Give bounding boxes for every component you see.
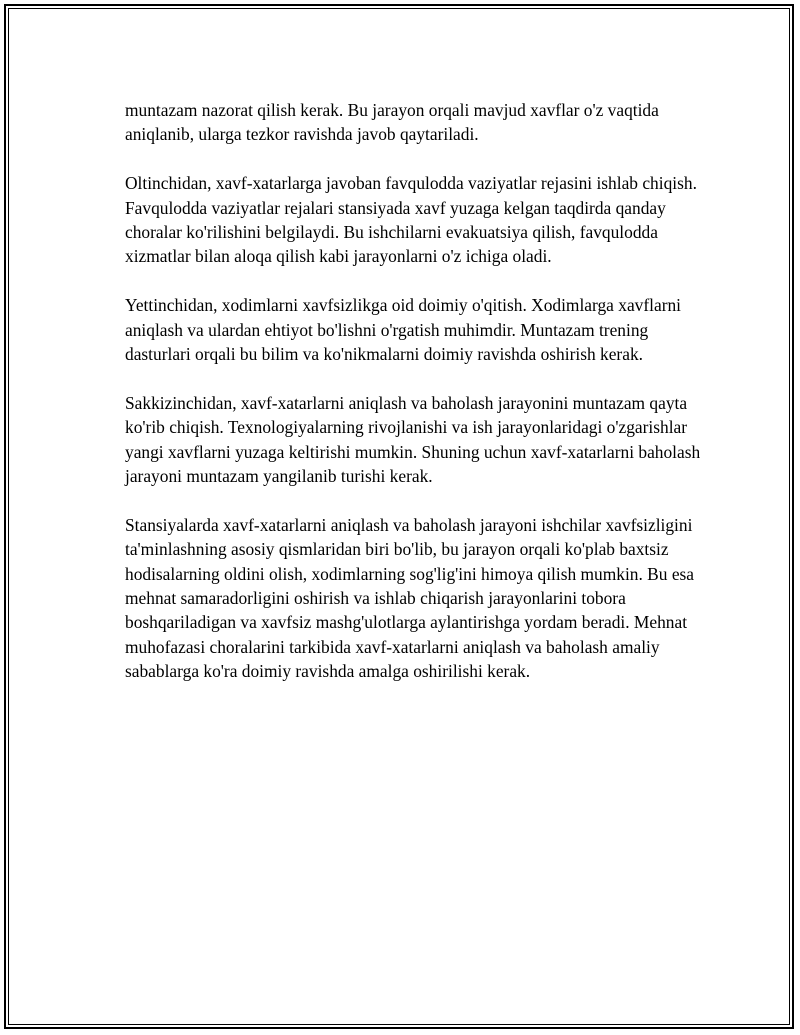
page-frame (4, 4, 794, 1029)
document-body (125, 98, 705, 708)
paragraph-continuation: muntazam nazorat qilish kerak. Bu jarayon orqali mavjud xavflar o'z vaqtida aniqlanib, ularga tezkor ravishda javob qaytariladi. (125, 100, 659, 145)
paragraph-seventh-point: Yettinchidan, xodimlarni xavfsizlikga oid doimiy o'qitish. Xodimlarga xavflarni aniqlash va ulardan ehtiyot bo'lishni o'rgatish muhimdir. Muntazam trening dasturlari orqali bu bilim va ko'nikmalarni doimiy ravishda oshirish kerak. (125, 295, 682, 365)
paragraph-sixth-point: Oltinchidan, xavf-xatarlarga javoban favqulodda vaziyatlar rejasini ishlab chiqish. Favqulodda vaziyatlar rejalari stansiyada xavf yuzaga kelgan taqdirda qanday choralar ko'rilishini belgilaydi. Bu ishchilarni evakuatsiya qilish, favqulodda xizmatlar bilan aloqa qilish kabi jarayonlarni o'z ichiga oladi. (125, 173, 697, 267)
paragraph-conclusion: Stansiyalarda xavf-xatarlarni aniqlash va baholash jarayoni ishchilar xavfsizligini ta'minlashning asosiy qismlaridan biri bo'lib, bu jarayon orqali ko'plab baxtsiz hodisalarning oldini olish, xodimlarning sog'lig'ini himoya qilish mumkin. Bu esa mehnat samaradorligini oshirish va ishlab chiqarish jarayonlarini tobora boshqariladigan va xavfsiz mashg'ulotlarga aylantirishga yordam beradi. Mehnat muhofazasi choralarini tarkibida xavf-xatarlarni aniqlash va baholash amaliy sabablarga ko'ra doimiy ravishda amalga oshirilishi kerak. (125, 514, 695, 682)
paragraph-eighth-point: Sakkizinchidan, xavf-xatarlarni aniqlash va baholash jarayonini muntazam qayta ko'rib chiqish. Texnologiyalarning rivojlanishi va ish jarayonlaridagi o'zgarishlar yangi xavflarni yuzaga keltirishi mumkin. Shuning uchun xavf-xatarlarni baholash jarayoni muntazam yangilanib turishi kerak. (125, 392, 701, 487)
